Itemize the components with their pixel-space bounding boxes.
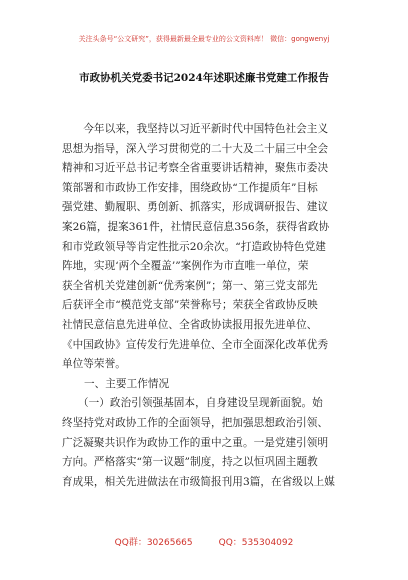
body-line: 今年以来，我坚持以习近平新时代中国特色社会主义 [62,123,329,135]
body-line: 《中国政协》宣传发行先进单位、全市全面深化改革优秀 [62,338,329,351]
footer-contact [0,535,408,548]
promo-banner: 关注头条号“公文研究”，获得最新最全最专业的公文资料库！ 微信：gongwenyj [78,35,330,43]
body-line: 育成果，相关先进做法在市级简报刊用3篇，在省级以上媒 [62,475,335,488]
body-line: 精神和习近平总书记考察全省重要讲话精神，聚焦市委决 [62,162,329,175]
document-title: 市政协机关党委书记2024年述职述廉书党建工作报告 [79,72,329,84]
body-line: 广泛凝聚共识作为政协工作的重中之重。一是党建引领明 [62,436,329,449]
body-line: （一）政治引领强基固本，自身建设呈现新面貌。始 [62,397,323,410]
body-line: 思想为指导，深入学习贯彻党的二十大及二十届三中全会 [62,142,329,155]
body-line: 和市党政领导等肯定性批示20余次。“打造政协特色党建 [62,240,326,253]
body-line: 社情民意信息先进单位、全省政协读报用报先进单位、 [62,318,318,331]
body-line: 后获评全市“模范党支部”荣誉称号；荣获全省政协反映 [62,299,318,312]
body-line: 阵地，实现‘两个全覆盖’”案例作为市直唯一单位，荣 [62,260,309,273]
section-heading: 一、主要工作情况 [84,377,170,390]
body-line: 方向。严格落实“第一议题”制度，持之以恒巩固主题教 [62,456,318,469]
qq-group-number: QQ群：30265665 [114,538,193,548]
body-line: 单位等荣誉。 [62,358,126,371]
body-line: 案26篇，提案361件，社情民意信息356条，获得省政协 [62,220,330,233]
document-body [62,120,354,492]
qq-number: QQ：535304092 [218,538,294,548]
body-line: 终坚持党对政协工作的全面领导，把加强思想政治引领、 [62,416,329,429]
body-line: 策部署和市政协工作安排，围绕政协“工作提质年”目标 [62,181,318,194]
body-line: 获全省机关党建创新“优秀案例”；第一、第三党支部先 [62,279,318,292]
body-line: 强党建、勤履职、勇创新、抓落实，形成调研报告、建议 [62,201,329,214]
